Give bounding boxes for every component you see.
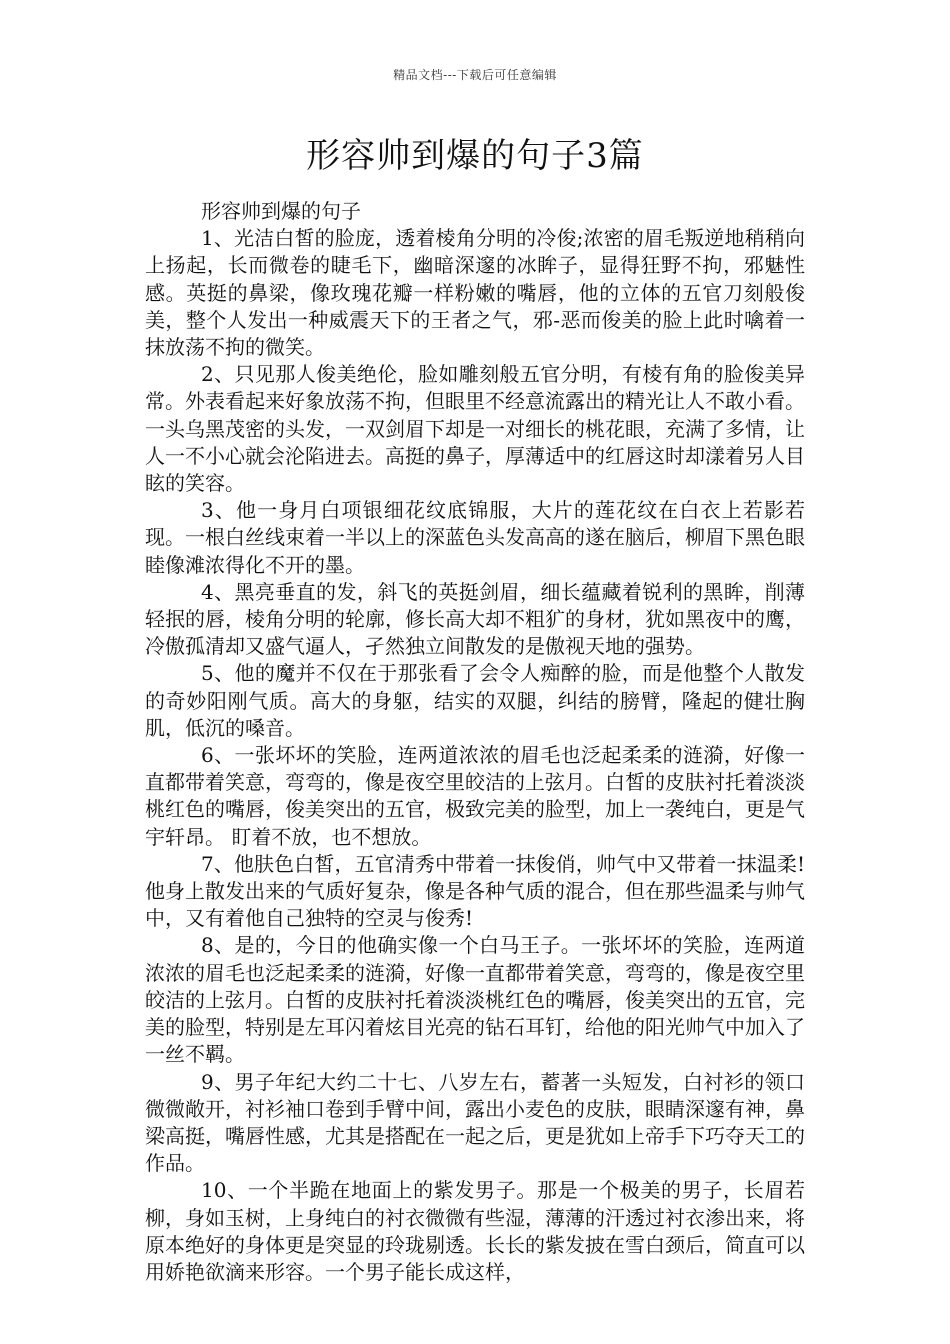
paragraph-6: 6、一张坏坏的笑脸，连两道浓浓的眉毛也泛起柔柔的涟漪，好像一直都带着笑意，弯弯的，像是夜空里皎洁的上弦月。白皙的皮肤衬托着淡淡桃红色的嘴唇，俊美突出的五官，极致完美的脸型，加上一袭纯白，更是气宇轩昂。 盯着不放，也不想放。 [145, 743, 805, 849]
paragraph-5: 5、他的魔并不仅在于那张看了会令人痴醉的脸，而是他整个人散发的奇妙阳刚气质。高大的身躯，结实的双腿，纠结的膀臂，隆起的健壮胸肌，低沉的嗓音。 [145, 661, 805, 740]
paragraph-10: 10、一个半跪在地面上的紫发男子。那是一个极美的男子，长眉若柳，身如玉树，上身纯白的衬衣微微有些湿，薄薄的汗透过衬衣渗出来，将原本绝好的身体更是突显的玲珑剔透。长长的紫发披在雪白颈后，简直可以用娇艳欲滴来形容。一个男子能长成这样， [145, 1178, 805, 1284]
page-header-note: 精品文档---下载后可任意编辑 [393, 68, 557, 82]
paragraph-1: 1、光洁白皙的脸庞，透着棱角分明的冷俊;浓密的眉毛叛逆地稍稍向上扬起，长而微卷的睫毛下，幽暗深邃的冰眸子，显得狂野不拘，邪魅性感。英挺的鼻梁，像玫瑰花瓣一样粉嫩的嘴唇，他的立体的五官刀刻般俊美，整个人发出一种威震天下的王者之气，邪-恶而俊美的脸上此时噙着一抹放荡不拘的微笑。 [145, 226, 805, 360]
paragraph-7: 7、他肤色白皙，五官清秀中带着一抹俊俏，帅气中又带着一抹温柔!他身上散发出来的气质好复杂，像是各种气质的混合，但在那些温柔与帅气中，又有着他自己独特的空灵与俊秀! [145, 851, 805, 931]
document-title: 形容帅到爆的句子3篇 [306, 136, 644, 176]
section-subtitle: 形容帅到爆的句子 [201, 199, 361, 223]
paragraph-4: 4、黑亮垂直的发，斜飞的英挺剑眉，细长蕴藏着锐利的黑眸，削薄轻抿的唇，棱角分明的轮廓，修长高大却不粗犷的身材，犹如黑夜中的鹰，冷傲孤清却又盛气逼人，孑然独立间散发的是傲视天地的强势。 [145, 579, 805, 659]
paragraph-8: 8、是的，今日的他确实像一个白马王子。一张坏坏的笑脸，连两道浓浓的眉毛也泛起柔柔的涟漪，好像一直都带着笑意，弯弯的，像是夜空里皎洁的上弦月。白皙的皮肤衬托着淡淡桃红色的嘴唇，俊美突出的五官，完美的脸型，特别是左耳闪着炫目光亮的钻石耳钉，给他的阳光帅气中加入了一丝不羁。 [145, 933, 805, 1067]
document-body [145, 198, 805, 1286]
paragraph-9: 9、男子年纪大约二十七、八岁左右，蓄著一头短发，白衬衫的领口微微敞开，衬衫袖口卷到手臂中间，露出小麦色的皮肤，眼睛深邃有神，鼻梁高挺，嘴唇性感，尤其是搭配在一起之后，更是犹如上帝手下巧夺天工的作品。 [145, 1069, 805, 1176]
paragraph-2: 2、只见那人俊美绝伦，脸如雕刻般五官分明，有棱有角的脸俊美异常。外表看起来好象放荡不拘，但眼里不经意流露出的精光让人不敢小看。一头乌黑茂密的头发，一双剑眉下却是一对细长的桃花眼，充满了多情，让人一不小心就会沦陷进去。高挺的鼻子，厚薄适中的红唇这时却漾着另人目眩的笑容。 [145, 362, 805, 496]
paragraph-3: 3、他一身月白项银细花纹底锦服，大片的莲花纹在白衣上若影若现。一根白丝线束着一半以上的深蓝色头发高高的遂在脑后，柳眉下黑色眼睦像滩浓得化不开的墨。 [145, 498, 805, 577]
